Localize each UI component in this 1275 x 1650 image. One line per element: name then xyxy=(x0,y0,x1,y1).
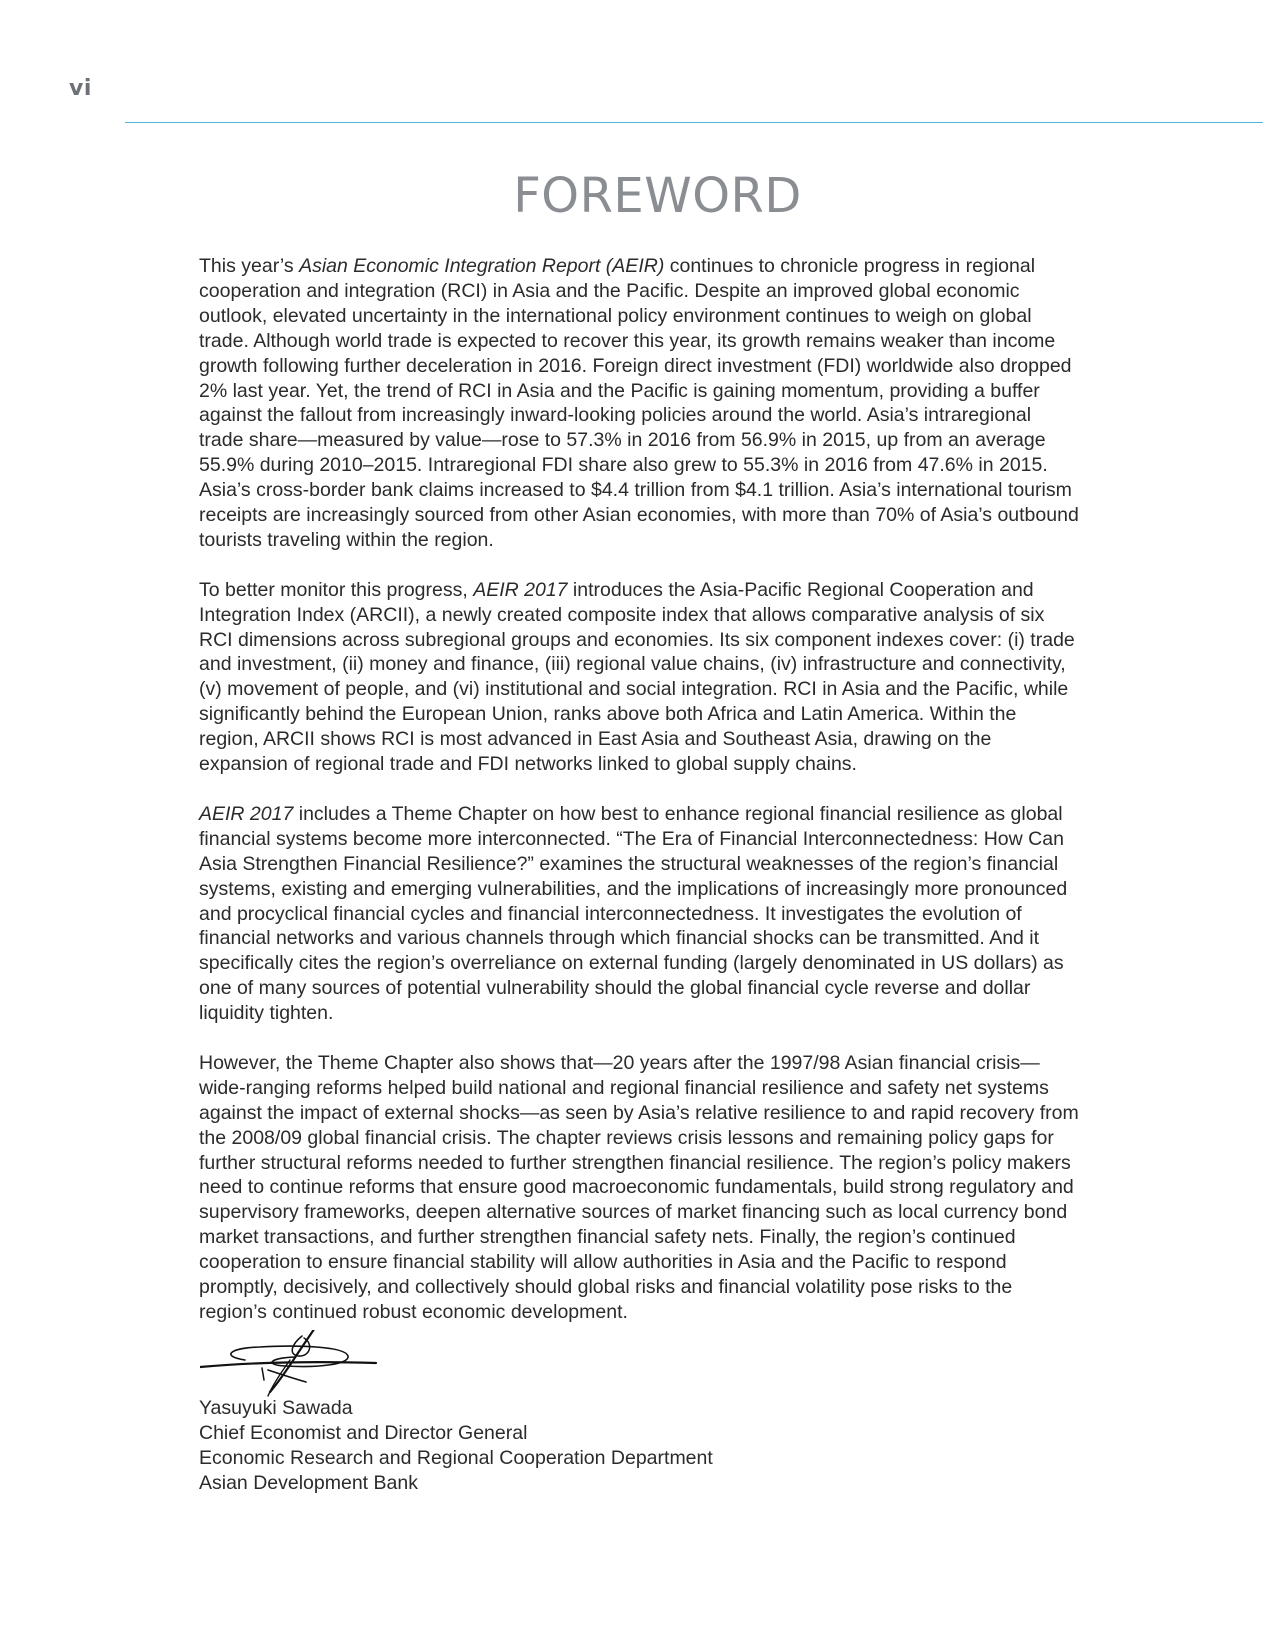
signatory-position: Chief Economist and Director General xyxy=(199,1421,528,1444)
foreword-paragraph xyxy=(199,802,1079,1026)
foreword-paragraph xyxy=(199,578,1079,777)
italic-title-run: AEIR 2017 xyxy=(473,578,568,601)
signatory-organization: Asian Development Bank xyxy=(199,1471,418,1494)
foreword-paragraph xyxy=(199,254,1079,553)
text-run: introduces the Asia-Pacific Regional Cooperation and Integration Index (ARCII), a newly created composite index that allows comparative analysis of six RCI dimensions across subregional groups and economies. Its six component indexes cover: (i) trade and investment, (ii) money and finance, (iii) regional value chains, (iv) infrastructure and connectivity, (v) movement of people, and (vi) institutional and social integration. RCI in Asia and the Pacific, while significantly behind the European Union, ranks above both Africa and Latin America. Within the region, ARCII shows RCI is most advanced in East Asia and Southeast Asia, drawing on the expansion of regional trade and FDI networks linked to global supply chains. xyxy=(199,578,1075,776)
signatory-department: Economic Research and Regional Cooperation Department xyxy=(199,1446,713,1469)
text-run: continues to chronicle progress in regional cooperation and integration (RCI) in Asia and the Pacific. Despite an improved global economic outlook, elevated uncertainty in the international policy environment continues to weigh on global trade. Although world trade is expected to recover this year, its growth remains weaker than income growth following further deceleration in 2016. Foreign direct investment (FDI) worldwide also dropped 2% last year. Yet, the trend of RCI in Asia and the Pacific is gaining momentum, providing a buffer against the fallout from increasingly inward-looking policies around the world. Asia’s intraregional trade share—measured by value—rose to 57.3% in 2016 from 56.9% in 2015, up from an average 55.9% during 2010–2015. Intraregional FDI share also grew to 55.3% in 2016 from 47.6% in 2015. Asia’s cross-border bank claims increased to $4.4 trillion from $4.1 trillion. Asia’s international tourism receipts are increasingly sourced from other Asian economies, with more than 70% of Asia’s outbound tourists traveling within the region. xyxy=(199,255,1079,551)
signature-block xyxy=(199,1396,713,1496)
italic-title-run: Asian Economic Integration Report (AEIR) xyxy=(299,255,665,277)
foreword-paragraph xyxy=(199,1051,1079,1325)
italic-title-run: AEIR 2017 xyxy=(199,802,294,825)
foreword-body xyxy=(199,254,1079,1350)
page-number: vi xyxy=(69,76,92,101)
text-run: To better monitor this progress, xyxy=(199,578,474,601)
signatory-name: Yasuyuki Sawada xyxy=(199,1397,353,1419)
page-title: FOREWORD xyxy=(513,168,802,224)
text-run: This year’s xyxy=(199,255,300,277)
text-run: However, the Theme Chapter also shows that—20 years after the 1997/98 Asian financial crisis—wide-ranging reforms helped build national and regional financial resilience and safety net systems against the impact of external shocks—as seen by Asia’s relative resilience to and rapid recovery from the 2008/09 global financial crisis. The chapter reviews crisis lessons and remaining policy gaps for further structural reforms needed to further strengthen financial resilience. The region’s policy makers need to continue reforms that ensure good macroeconomic fundamentals, build strong regulatory and supervisory frameworks, deepen alternative sources of market financing such as local currency bond market transactions, and further strengthen financial safety nets. Finally, the region’s continued cooperation to ensure financial stability will allow authorities in Asia and the Pacific to respond promptly, decisively, and collectively should global risks and financial volatility pose risks to the region’s continued robust economic development. xyxy=(199,1051,1079,1324)
header-divider xyxy=(125,122,1263,123)
text-run: includes a Theme Chapter on how best to enhance regional financial resilience as global financial systems become more interconnected. “The Era of Financial Interconnectedness: How Can Asia Strengthen Financial Resilience?” examines the structural weaknesses of the region’s financial systems, existing and emerging vulnerabilities, and the implications of increasingly more pronounced and procyclical financial cycles and financial interconnectedness. It investigates the evolution of financial networks and various channels through which financial shocks can be transmitted. And it specifically cites the region’s overreliance on external funding (largely denominated in US dollars) as one of many sources of potential vulnerability should the global financial cycle reverse and dollar liquidity tighten. xyxy=(199,802,1068,1025)
